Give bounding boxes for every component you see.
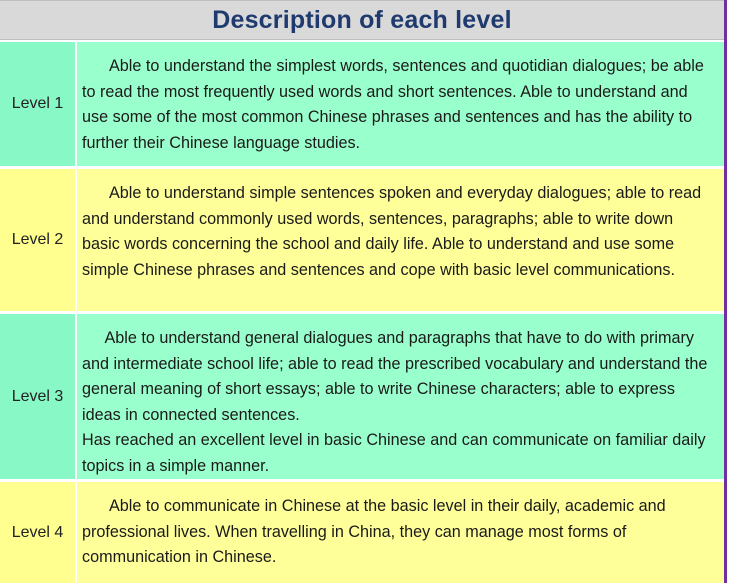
- level-description: Able to understand simple sentences spoken and everyday dialogues; able to read and understand commonly used words, sentences, paragraphs; able to write down basic words concerning the school and daily life. Able to understand and use some simple Chinese phrases and sentences and cope with basic level communications.: [77, 169, 724, 311]
- level-label: Level 1: [0, 42, 77, 166]
- level-label: Level 3: [0, 314, 77, 479]
- accent-border: [724, 0, 727, 583]
- level-description: Able to understand the simplest words, sentences and quotidian dialogues; be able to read the most frequently used words and short sentences. Able to understand and use some of the most common Chinese phrases and sentences and has the ability to further their Chinese language studies.: [77, 42, 724, 166]
- level-description: Able to communicate in Chinese at the basic level in their daily, academic and professional lives. When travelling in China, they can manage most forms of communication in Chinese.: [77, 482, 724, 583]
- level-description: Able to understand general dialogues and paragraphs that have to do with primary and intermediate school life; able to read the prescribed vocabulary and understand the general meaning of short essays; able to write Chinese characters; able to express ideas in connected sentences. Has reached an excellent level in basic Chinese and can communicate on familiar daily topics in a simple manner.: [77, 314, 724, 479]
- level-label: Level 4: [0, 482, 77, 583]
- table-row-level-3: [0, 314, 724, 479]
- table-header: [0, 0, 724, 40]
- level-label: Level 2: [0, 169, 77, 311]
- table-row-level-2: [0, 169, 724, 311]
- table-title: Description of each level: [212, 5, 512, 34]
- table-row-level-4: [0, 482, 724, 583]
- table-row-level-1: [0, 42, 724, 166]
